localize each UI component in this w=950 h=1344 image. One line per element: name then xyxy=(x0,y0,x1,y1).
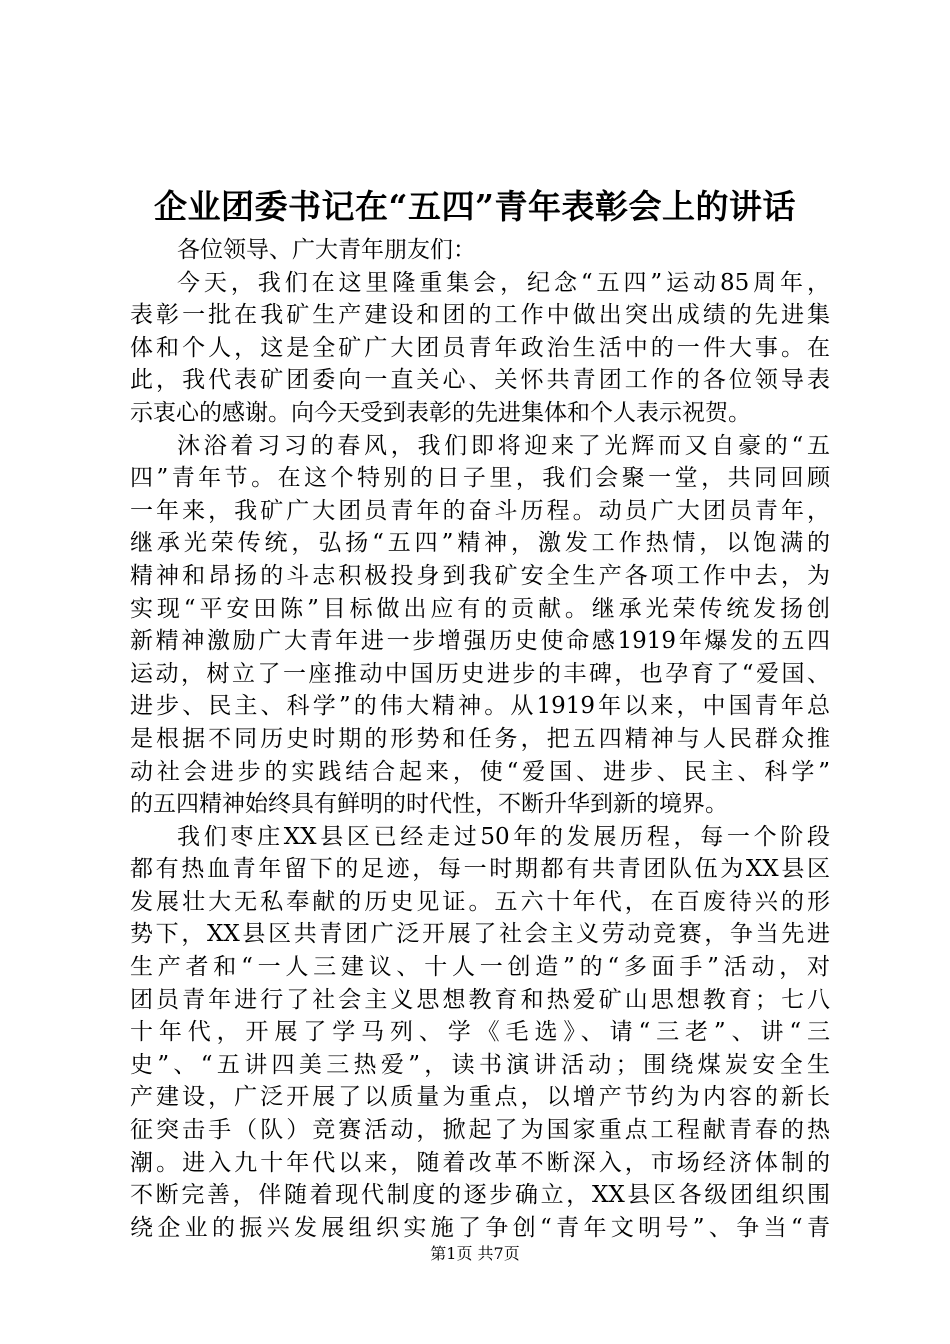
paragraph-line: 生产者和“一人三建议、十人一创造”的“多面手”活动，对 xyxy=(130,954,830,981)
paragraph-line: 进步、民主、科学”的伟大精神。从1919年以来，中国青年总 xyxy=(130,693,830,720)
paragraph-line: 新精神激励广大青年进一步增强历史使命感1919年爆发的五四 xyxy=(130,628,830,655)
paragraph-line: 表彰一批在我矿生产建设和团的工作中做出突出成绩的先进集 xyxy=(130,302,830,329)
paragraph-line: 运动，树立了一座推动中国历史进步的丰碑，也孕育了“爱国、 xyxy=(130,660,830,687)
paragraph-line: 的五四精神始终具有鲜明的时代性，不断升华到新的境界。 xyxy=(130,791,728,818)
paragraph-line: 绕企业的振兴发展组织实施了争创“青年文明号”、争当“青 xyxy=(130,1214,830,1241)
paragraph-line: 精神和昂扬的斗志积极投身到我矿安全生产各项工作中去，为 xyxy=(130,562,830,589)
paragraph-line: 体和个人，这是全矿广大团员青年政治生活中的一件大事。在 xyxy=(130,334,830,361)
paragraph-line: 一年来，我矿广大团员青年的奋斗历程。动员广大团员青年， xyxy=(130,497,830,524)
paragraph-line: 十年代，开展了学马列、学《毛选》、请“三老”、讲“三 xyxy=(130,1019,830,1046)
paragraph-line: 潮。进入九十年代以来，随着改革不断深入，市场经济体制的 xyxy=(130,1149,830,1176)
paragraph-line: 动社会进步的实践结合起来，使“爱国、进步、民主、科学” xyxy=(130,758,830,785)
paragraph-line: 沐浴着习习的春风，我们即将迎来了光辉而又自豪的“五 xyxy=(177,432,830,459)
document-body xyxy=(130,234,830,1244)
paragraph-line: 实现“平安田陈”目标做出应有的贡献。继承光荣传统发扬创 xyxy=(130,595,830,622)
paragraph-line: 今天，我们在这里隆重集会，纪念“五四”运动85周年， xyxy=(177,269,830,296)
paragraph-line: 示衷心的感谢。向今天受到表彰的先进集体和个人表示祝贺。 xyxy=(130,399,751,426)
document-title: 企业团委书记在“五四”青年表彰会上的讲话 xyxy=(154,187,796,226)
salutation-line: 各位领导、广大青年朋友们： xyxy=(177,237,476,263)
paragraph-line: 不断完善，伴随着现代制度的逐步确立，XX县区各级团组织围 xyxy=(130,1182,830,1209)
page-number-footer: 第1页 共7页 xyxy=(430,1244,520,1263)
paragraph-line: 我们枣庄XX县区已经走过50年的发展历程，每一个阶段 xyxy=(177,823,830,850)
paragraph-line: 史”、“五讲四美三热爱”，读书演讲活动；围绕煤炭安全生 xyxy=(130,1051,830,1078)
paragraph-line: 势下，XX县区共青团广泛开展了社会主义劳动竞赛，争当先进 xyxy=(130,921,830,948)
paragraph-line: 产建设，广泛开展了以质量为重点，以增产节约为内容的新长 xyxy=(130,1084,830,1111)
paragraph-line: 此，我代表矿团委向一直关心、关怀共青团工作的各位领导表 xyxy=(130,367,830,394)
paragraph-line: 四”青年节。在这个特别的日子里，我们会聚一堂，共同回顾 xyxy=(130,465,830,492)
paragraph-line: 团员青年进行了社会主义思想教育和热爱矿山思想教育；七八 xyxy=(130,986,830,1013)
paragraph-line: 是根据不同历史时期的形势和任务，把五四精神与人民群众推 xyxy=(130,725,830,752)
paragraph-line: 都有热血青年留下的足迹，每一时期都有共青团队伍为XX县区 xyxy=(130,856,830,883)
paragraph-line: 发展壮大无私奉献的历史见证。五六十年代，在百废待兴的形 xyxy=(130,888,830,915)
paragraph-line: 征突击手（队）竞赛活动，掀起了为国家重点工程献青春的热 xyxy=(130,1117,830,1144)
paragraph-line: 继承光荣传统，弘扬“五四”精神，激发工作热情，以饱满的 xyxy=(130,530,830,557)
